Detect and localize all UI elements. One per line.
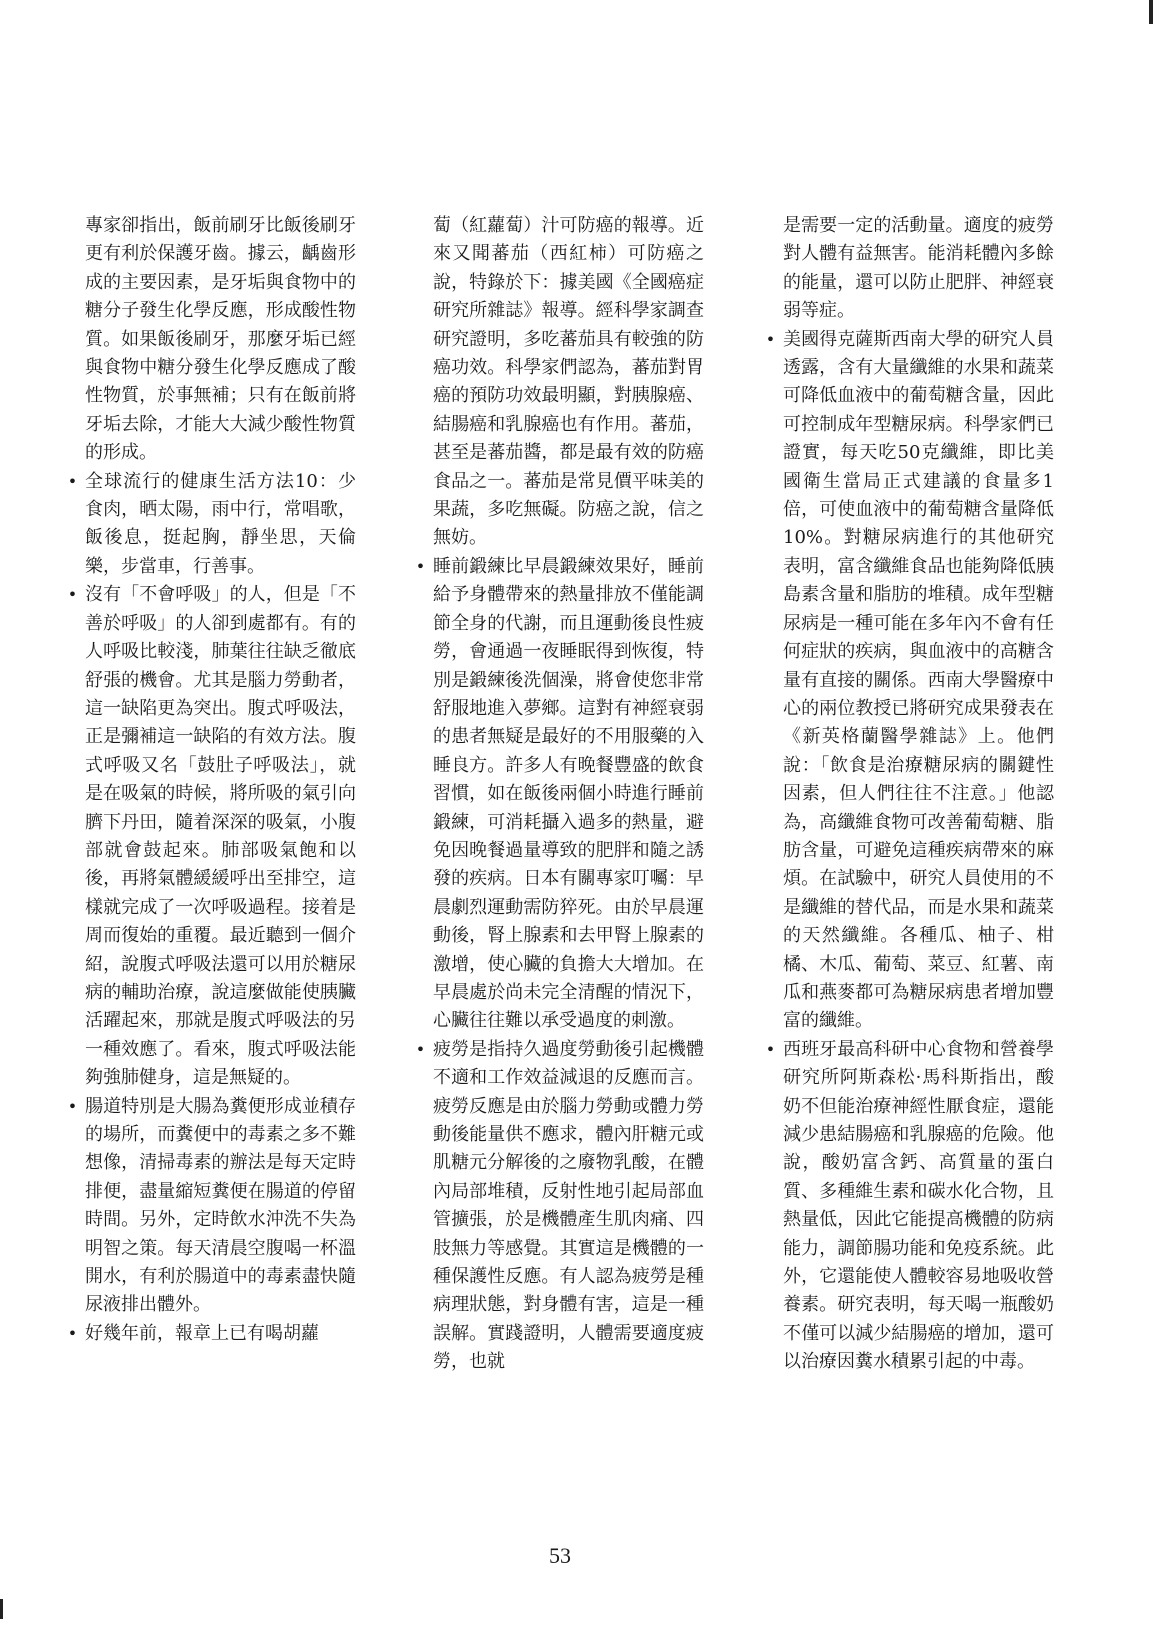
scan-edge-mark [0,1599,3,1619]
text-column-1 [60,212,356,1348]
paragraph: 蔔（紅蘿蔔）汁可防癌的報導。近來又聞蕃茄（西紅柿）可防癌之說，特錄於下：據美國《全國癌症研究所雜誌》報導。經科學家調查研究證明，多吃蕃茄具有較強的防癌功效。科學家們認為，蕃茄對胃癌的預防功效最明顯，對胰腺癌、結腸癌和乳腺癌也有作用。蕃茄，甚至是蕃茄醬，都是最有效的防癌食品之一。蕃茄是常見價平味美的果蔬，多吃無礙。防癌之說，信之無妨。 [433,215,704,549]
bullet-item: • 西班牙最高科研中心食物和營養學研究所阿斯森松·馬科斯指出，酸奶不但能治療神經性厭食症，還能減少患結腸癌和乳腺癌的危險。他說，酸奶富含鈣、高質量的蛋白質、多種維生素和碳水化合物，且熱量低，因此它能提高機體的防病能力，調節腸功能和免疫系統。此外，它還能使人體較容易地吸收營養素。研究表明，每天喝一瓶酸奶不僅可以減少結腸癌的增加，還可以治療因糞水積累引起的中毒。 [758,1036,1054,1377]
bullet-item: • 美國得克薩斯西南大學的研究人員透露，含有大量纖維的水果和蔬菜可降低血液中的葡萄糖含量，因此可控制成年型糖尿病。科學家們已證實，每天吃50克纖維，即比美國衛生當局正式建議的食量多1倍，可使血液中的葡萄糖含量降低10%。對糖尿病進行的其他研究表明，富含纖維食品也能夠降低胰島素含量和脂肪的堆積。成年型糖尿病是一種可能在多年內不會有任何症狀的疾病，與血液中的高糖含量有直接的關係。西南大學醫療中心的兩位教授已將研究成果發表在《新英格蘭醫學雜誌》上。他們說：「飲食是治療糖尿病的關鍵性因素，但人們往往不注意。」他認為，高纖維食物可改善葡萄糖、脂肪含量，可避免這種疾病帶來的麻煩。在試驗中，研究人員使用的不是纖維的替代品，而是水果和蔬菜的天然纖維。各種瓜、柚子、柑橘、木瓜、葡萄、菜豆、紅薯、南瓜和燕麥都可為糖尿病患者增加豐富的纖維。 [758,326,1054,1036]
bullet-item: • 睡前鍛練比早晨鍛練效果好，睡前給予身體帶來的熱量排放不僅能調節全身的代謝，而且運動後良性疲勞，會通過一夜睡眠得到恢復，特別是鍛練後洗個澡，將會使您非常舒服地進入夢鄉。這對有神經衰弱的患者無疑是最好的不用服藥的入睡良方。許多人有晚餐豐盛的飲食習慣，如在飯後兩個小時進行睡前鍛練，可消耗攝入過多的熱量，避免因晚餐過量導致的肥胖和隨之誘發的疾病。日本有關專家叮囑：早晨劇烈運動需防猝死。由於早晨運動後，腎上腺素和去甲腎上腺素的激增，使心臟的負擔大大增加。在早晨處於尚未完全清醒的情況下，心臟往往難以承受過度的刺激。 [408,553,704,1036]
bullet-item: • 腸道特別是大腸為糞便形成並積存的場所，而糞便中的毒素之多不難想像，清掃毒素的辦法是每天定時排便，盡量縮短糞便在腸道的停留時間。另外，定時飲水沖洗不失為明智之策。每天清晨空腹喝一杯溫開水，有利於腸道中的毒素盡快隨尿液排出體外。 [60,1093,356,1320]
page-number: 53 [549,1543,571,1568]
text-column-2 [408,212,704,1377]
paragraph: 專家卻指出，飯前刷牙比飯後刷牙更有利於保護牙齒。據云，齲齒形成的主要因素，是牙垢與食物中的糖分子發生化學反應，形成酸性物質。如果飯後刷牙，那麼牙垢已經與食物中糖分發生化學反應成了酸性物質，於事無補；只有在飯前將牙垢去除，才能大大減少酸性物質的形成。 [85,215,356,464]
text-column-3 [758,212,1054,1377]
paragraph: 是需要一定的活動量。適度的疲勞對人體有益無害。能消耗體內多餘的能量，還可以防止肥胖、神經衰弱等症。 [783,215,1054,322]
bullet-item: • 沒有「不會呼吸」的人，但是「不善於呼吸」的人卻到處都有。有的人呼吸比較淺，肺葉往往缺乏徹底舒張的機會。尤其是腦力勞動者，這一缺陷更為突出。腹式呼吸法，正是彌補這一缺陷的有效方法。腹式呼吸又名「鼓肚子呼吸法」，就是在吸氣的時候，將所吸的氣引向臍下丹田，隨着深深的吸氣，小腹部就會鼓起來。肺部吸氣飽和以後，再將氣體緩緩呼出至排空，這樣就完成了一次呼吸過程。接着是周而復始的重覆。最近聽到一個介紹，說腹式呼吸法還可以用於糖尿病的輔助治療，說這麼做能使胰臟活躍起來，那就是腹式呼吸法的另一種效應了。看來，腹式呼吸法能夠強肺健身，這是無疑的。 [60,581,356,1092]
bullet-item: • 疲勞是指持久過度勞動後引起機體不適和工作效益減退的反應而言。疲勞反應是由於腦力勞動或體力勞動後能量供不應求，體內肝糖元或肌糖元分解後的之廢物乳酸，在體內局部堆積，反射性地引起局部血管擴張，於是機體產生肌肉痛、四肢無力等感覺。其實這是機體的一種保護性反應。有人認為疲勞是種病理狀態，對身體有害，這是一種誤解。實踐證明，人體需要適度疲勞，也就 [408,1036,704,1377]
bullet-item: • 好幾年前，報章上已有喝胡蘿 [60,1320,356,1348]
bullet-item: • 全球流行的健康生活方法10：少食肉，晒太陽，雨中行，常唱歌，飯後息，挺起胸，靜坐思，天倫樂，步當車，行善事。 [60,468,356,582]
scan-edge-mark [1149,0,1153,24]
